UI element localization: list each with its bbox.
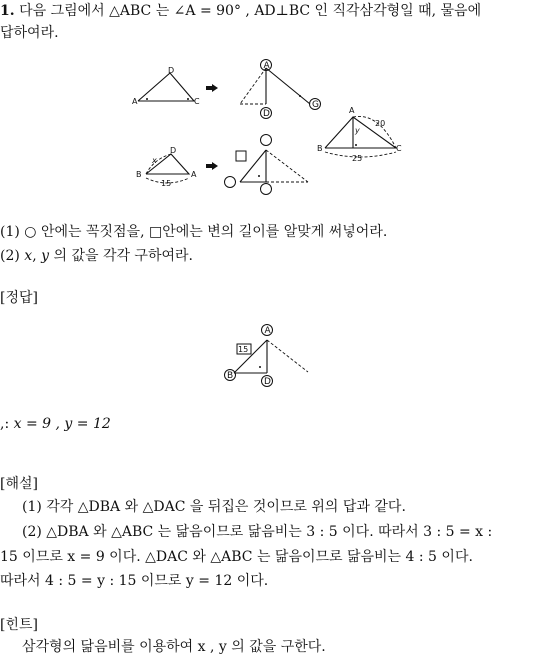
figure-triangle-dba xyxy=(134,144,200,190)
sub-question-2-comma: , xyxy=(32,248,42,264)
explanation-label: [해설] xyxy=(0,476,38,492)
label-b: B xyxy=(317,144,323,153)
label-a: A xyxy=(191,170,197,179)
circle-label-g: G xyxy=(312,100,319,110)
explanation-p2-line2: 15 이므로 x = 9 이다. △DAC 와 △ABC 는 닮음이므로 닮음비는 4 : 5 이다. xyxy=(0,549,473,565)
question-line-1 xyxy=(0,1,481,21)
answer-label-d: D xyxy=(264,377,271,387)
answer-text-line xyxy=(0,414,111,434)
question-number: 1. xyxy=(0,3,15,19)
hint-text: 삼각형의 닮음비를 이용하여 x , y 의 값을 구한다. xyxy=(22,639,326,655)
var-x: x xyxy=(24,248,33,264)
label-a: A xyxy=(349,106,355,115)
label-20: 20 xyxy=(375,119,386,128)
label-x: x xyxy=(152,156,157,165)
figure-triangle-abc-measures xyxy=(316,104,404,166)
answer-figure xyxy=(220,320,312,392)
answer-prefix: ,: xyxy=(0,416,14,432)
label-15: 15 xyxy=(161,179,172,188)
answer-box-15: 15 xyxy=(238,345,249,354)
var-y: y xyxy=(41,248,50,264)
answer-label-a: A xyxy=(264,326,271,336)
hint-label: [힌트] xyxy=(0,617,38,633)
question-line-2: 답하여라. xyxy=(0,25,59,41)
sub-question-2-suffix: 의 값을 각각 구하여라. xyxy=(49,248,193,264)
label-b: B xyxy=(136,170,142,179)
triangle-abc-outline xyxy=(138,73,194,101)
label-d: D xyxy=(170,146,177,155)
label-d: D xyxy=(168,66,175,75)
figure-triangle-abc xyxy=(130,66,210,110)
arrow-right-icon xyxy=(206,162,218,170)
question-text: 다음 그림에서 △ABC 는 ∠A = 90° , AD⊥BC 인 직각삼각형일 때, 물음에 xyxy=(19,3,482,19)
sub-question-1: (1) ○ 안에는 꼭짓점을, □안에는 변의 길이를 알맞게 써넣어라. xyxy=(0,224,388,240)
answer-text: x = 9 , y = 12 xyxy=(13,416,111,432)
explanation-p2-line3: 따라서 4 : 5 = y : 15 이므로 y = 12 이다. xyxy=(0,573,269,589)
label-a: A xyxy=(132,97,138,106)
explanation-p2-line1: (2) △DBA 와 △ABC 는 닮음이므로 닮음비는 3 : 5 이다. 따라서 3 : 5 = x : xyxy=(22,524,493,540)
label-c: C xyxy=(396,144,402,153)
arrow-right-icon xyxy=(206,84,218,92)
circle-label-a: A xyxy=(263,61,270,71)
explanation-p1: (1) 각각 △DBA 와 △DAC 을 뒤집은 것이므로 위의 답과 같다. xyxy=(22,499,406,515)
blank-circle-bottom xyxy=(261,184,272,195)
circle-label-d: D xyxy=(263,109,270,119)
figure-rotated-triangle xyxy=(236,56,326,122)
label-25: 25 xyxy=(352,154,363,163)
sub-question-2-prefix: (2) xyxy=(0,248,25,264)
blank-circle-top xyxy=(261,135,272,146)
label-c: C xyxy=(194,97,200,106)
label-y: y xyxy=(355,126,360,135)
answer-label-b: B xyxy=(227,371,234,381)
blank-circle-left xyxy=(225,177,236,188)
answer-label: [정답] xyxy=(0,290,38,306)
blank-square xyxy=(236,151,246,161)
sub-question-2 xyxy=(0,246,193,266)
figure-blank-template xyxy=(222,130,314,196)
